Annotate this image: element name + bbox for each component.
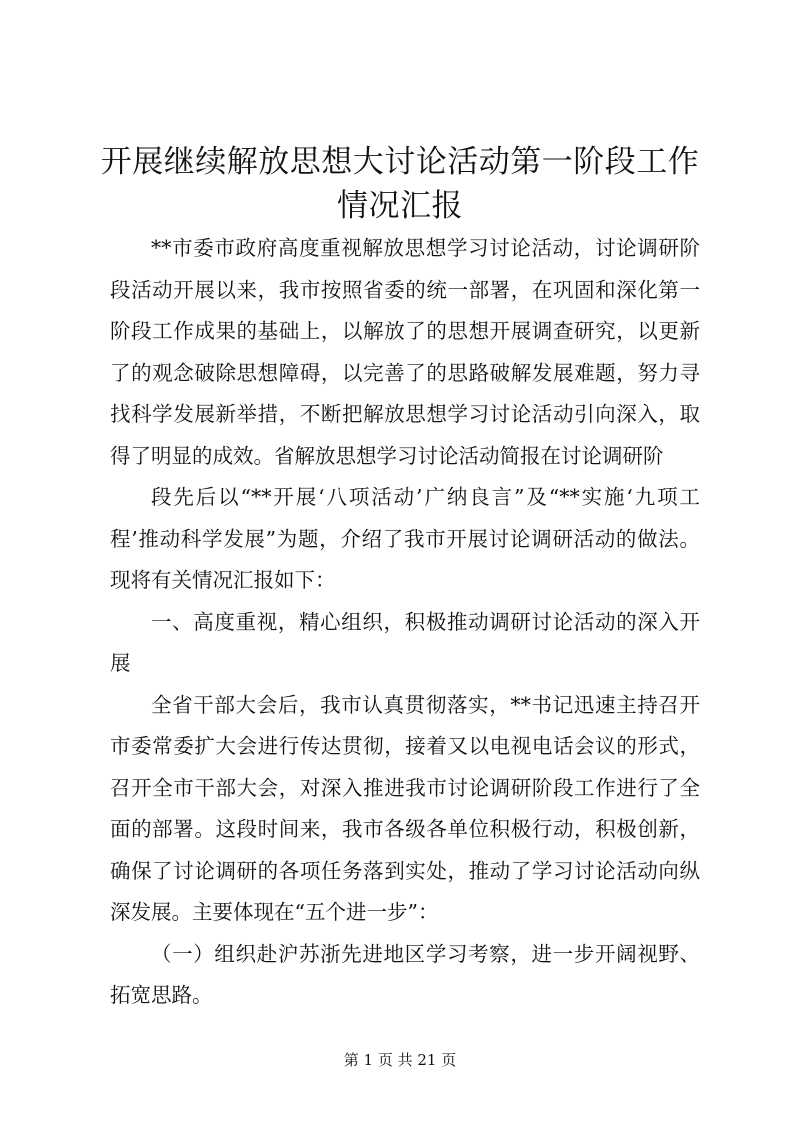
body-paragraph: 全省干部大会后，我市认真贯彻落实，**书记迅速主持召开市委常委扩大会进行传达贯彻，接着又以电视电话会议的形式，召开全市干部大会，对深入推进我市讨论调研阶段工作进行了全面的部署。这段时间来，我市各级各单位积极行动，积极创新，确保了讨论调研的各项任务落到实处，推动了学习讨论活动向纵深发展。主要体现在“五个进一步”： <box>110 692 700 924</box>
document-title: 开展继续解放思想大讨论活动第一阶段工作情况汇报 <box>100 144 700 224</box>
document-body <box>110 228 700 1017</box>
subsection-heading: （一）组织赴沪苏浙先进地区学习考察，进一步开阔视野、拓宽思路。 <box>110 941 700 1007</box>
body-paragraph: **市委市政府高度重视解放思想学习讨论活动，讨论调研阶段活动开展以来，我市按照省委的统一部署，在巩固和深化第一阶段工作成果的基础上，以解放了的思想开展调查研究，以更新了的观念破除思想障碍，以完善了的思路破解发展难题，努力寻找科学发展新举措，不断把解放思想学习讨论活动引向深入，取得了明显的成效。省解放思想学习讨论活动简报在讨论调研阶 <box>110 236 700 468</box>
body-paragraph: 段先后以“**开展‘八项活动’广纳良言”及“**实施‘九项工程’推动科学发展”为题，介绍了我市开展讨论调研活动的做法。现将有关情况汇报如下： <box>110 485 700 592</box>
page-footer <box>0 1050 800 1070</box>
page-number: 第 1 页 共 21 页 <box>343 1051 457 1069</box>
section-heading: 一、高度重视，精心组织，积极推动调研讨论活动的深入开展 <box>110 609 700 675</box>
